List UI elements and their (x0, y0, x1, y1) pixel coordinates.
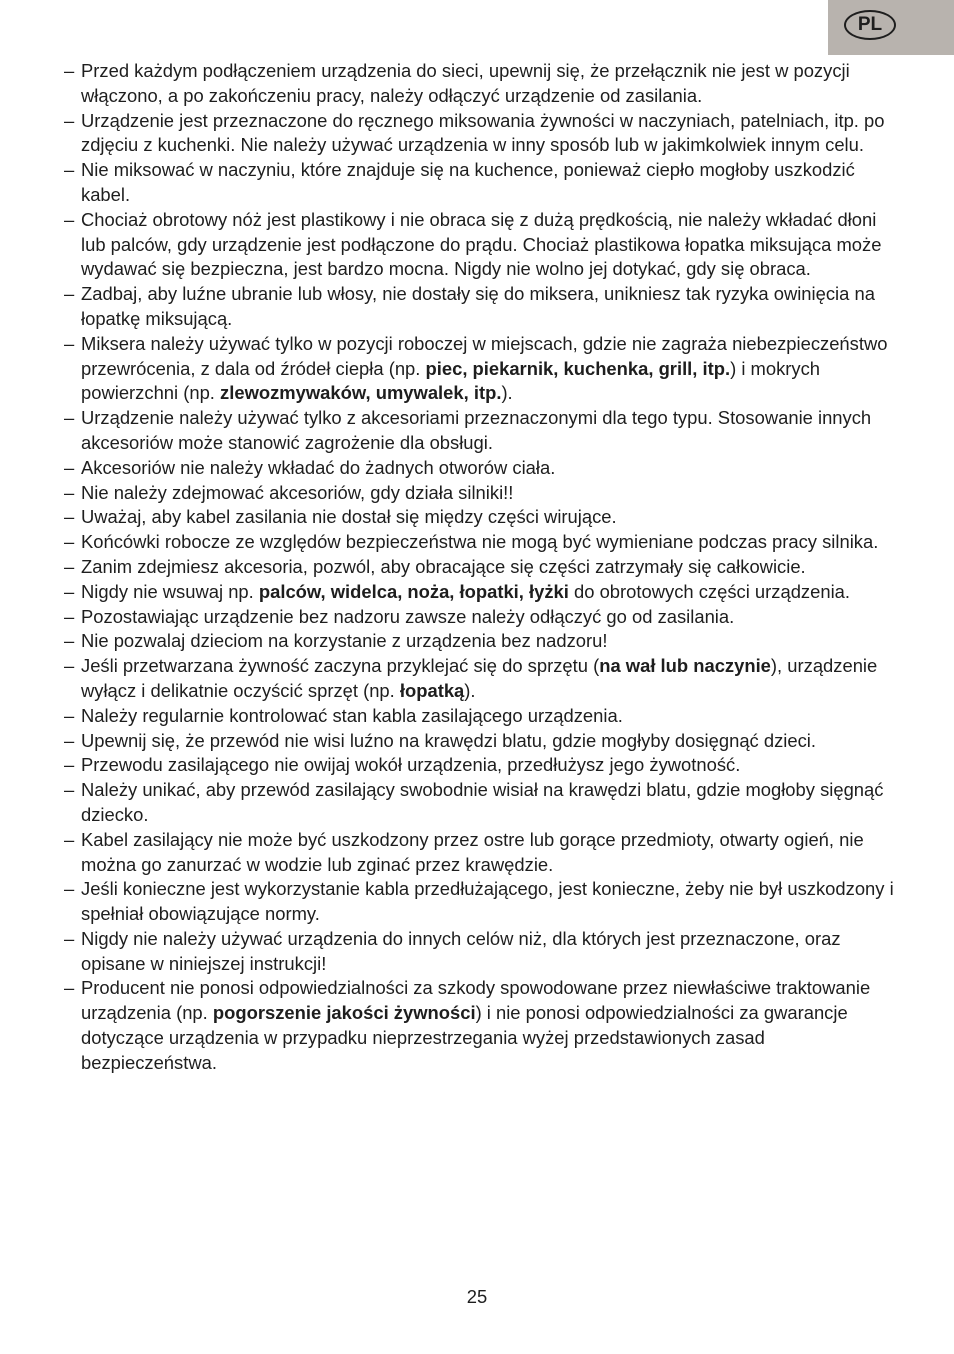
instruction-item (64, 481, 894, 506)
instruction-emphasis: pogorszenie jakości żywności (212, 1002, 476, 1024)
instruction-item (64, 158, 894, 208)
instruction-item (64, 59, 894, 109)
instruction-item (64, 828, 894, 878)
instruction-item (64, 605, 894, 630)
instruction-text: Urządzenie należy używać tylko z akcesoriami przeznaczonymi dla tego typu. Stosowanie innych akcesoriów może stanowić zagrożenie dla obsługi. (81, 407, 872, 453)
instruction-text: Zadbaj, aby luźne ubranie lub włosy, nie dostały się do miksera, unikniesz tak ryzyka owinięcia na łopatkę miksującą. (81, 283, 875, 329)
instruction-emphasis: piec, piekarnik, kuchenka, grill, itp. (425, 357, 731, 379)
instruction-item (64, 580, 894, 605)
instruction-text: Akcesoriów nie należy wkładać do żadnych otworów ciała. (81, 456, 556, 478)
language-tab (828, 0, 954, 55)
instruction-item (64, 729, 894, 754)
instruction-emphasis: zlewozmywaków, umywalek, itp. (220, 382, 502, 404)
instruction-item (64, 654, 894, 704)
language-badge: PL (844, 10, 896, 40)
instruction-text: Przed każdym podłączeniem urządzenia do sieci, upewnij się, że przełącznik nie jest w pozycji włączono, a po zakończeniu pracy, należy odłączyć urządzenie od zasilania. (81, 60, 850, 106)
instruction-text: Chociaż obrotowy nóż jest plastikowy i nie obraca się z dużą prędkością, nie należy wkładać dłoni lub palców, gdy urządzenie jest podłączone do prądu. Chociaż plastikowa łopatka miksująca może wydawać się bezpieczna, jest bardzo mocna. Nigdy nie wolno jej dotykać, gdy się obraca. (81, 208, 882, 280)
instruction-text: ) i nie ponosi odpowiedzialności za gwarancje dotyczące urządzenia w przypadku nieprzestrzegania wyżej przedstawionych zasad bezpieczeństwa. (81, 1002, 848, 1073)
instruction-text: Uważaj, aby kabel zasilania nie dostał się między części wirujące. (81, 506, 617, 528)
instruction-text: ) i mokrych powierzchni (np. (81, 357, 821, 404)
safety-instructions (64, 59, 894, 1076)
instruction-text: Nigdy nie należy używać urządzenia do innych celów niż, dla których jest przeznaczone, oraz opisane w niniejszej instrukcji! (81, 927, 841, 974)
instruction-item (64, 778, 894, 828)
instruction-text: Upewnij się, że przewód nie wisi luźno na krawędzi blatu, gdzie mogłyby dosięgnąć dzieci. (81, 729, 816, 751)
instruction-emphasis: palców, widelca, noża, łopatki, łyżki (258, 580, 569, 602)
instruction-text: Nigdy nie wsuwaj np. (81, 580, 259, 602)
instruction-text: Pozostawiając urządzenie bez nadzoru zawsze należy odłączyć go od zasilania. (81, 605, 735, 627)
instruction-item (64, 332, 894, 406)
instruction-text: Nie pozwalaj dzieciom na korzystanie z urządzenia bez nadzoru! (81, 630, 608, 652)
instruction-list (64, 59, 894, 1076)
instruction-item (64, 505, 894, 530)
instruction-item (64, 406, 894, 456)
instruction-text: Nie miksować w naczyniu, które znajduje się na kuchence, ponieważ ciepło mogłoby uszkodzić kabel. (81, 159, 855, 205)
instruction-item (64, 877, 894, 927)
instruction-emphasis: łopatką (399, 679, 465, 701)
instruction-text: Jeśli przetwarzana żywność zaczyna przyklejać się do sprzętu ( (81, 655, 600, 677)
instruction-text: Nie należy zdejmować akcesoriów, gdy działa silniki!! (81, 481, 514, 503)
instruction-text: Jeśli konieczne jest wykorzystanie kabla przedłużającego, jest konieczne, żeby nie był uszkodzony i spełniał obowiązujące normy. (81, 878, 894, 925)
page-number: 25 (466, 1286, 488, 1307)
instruction-text: Kabel zasilający nie może być uszkodzony przez ostre lub gorące przedmioty, otwarty ogień, nie można go zanurzać w wodzie lub zginać przez krawędzie. (81, 828, 864, 875)
instruction-item (64, 208, 894, 282)
instruction-text: Przewodu zasilającego nie owijaj wokół urządzenia, przedłużysz jego żywotność. (81, 754, 741, 776)
instruction-item (64, 927, 894, 977)
instruction-text: ), urządzenie wyłącz i delikatnie oczyścić sprzęt (np. (81, 655, 878, 701)
instruction-item (64, 282, 894, 332)
instruction-emphasis: na wał lub naczynie (599, 655, 771, 677)
instruction-text: Końcówki robocze ze względów bezpieczeństwa nie mogą być wymieniane podczas pracy silnika. (81, 531, 879, 553)
instruction-text: Miksera należy używać tylko w pozycji roboczej w miejscach, gdzie nie zagraża niebezpieczeństwo przewrócenia, z dala od źródeł ciepła (np. (81, 332, 888, 379)
instruction-item (64, 456, 894, 481)
instruction-text: Należy regularnie kontrolować stan kabla zasilającego urządzenia. (81, 704, 623, 726)
instruction-item (64, 704, 894, 729)
instruction-text: Należy unikać, aby przewód zasilający swobodnie wisiał na krawędzi blatu, gdzie mogłoby sięgnąć dziecko. (81, 779, 884, 825)
instruction-text: ). (464, 679, 476, 701)
instruction-item (64, 629, 894, 654)
instruction-item (64, 753, 894, 778)
instruction-text: Producent nie ponosi odpowiedzialności za szkody spowodowane przez niewłaściwe traktowanie urządzenia (np. (81, 977, 871, 1024)
instruction-item (64, 530, 894, 555)
instruction-text: ). (501, 382, 513, 404)
instruction-text: Urządzenie jest przeznaczone do ręcznego miksowania żywności w naczyniach, patelniach, itp. po zdjęciu z kuchenki. Nie należy używać urządzenia w inny sposób lub w jakimkolwiek innym celu. (81, 109, 885, 156)
instruction-item (64, 109, 894, 159)
instruction-item (64, 555, 894, 580)
instruction-text: Zanim zdejmiesz akcesoria, pozwól, aby obracające się części zatrzymały się całkowicie. (81, 555, 806, 577)
instruction-item (64, 976, 894, 1075)
instruction-text: do obrotowych części urządzenia. (568, 580, 851, 602)
